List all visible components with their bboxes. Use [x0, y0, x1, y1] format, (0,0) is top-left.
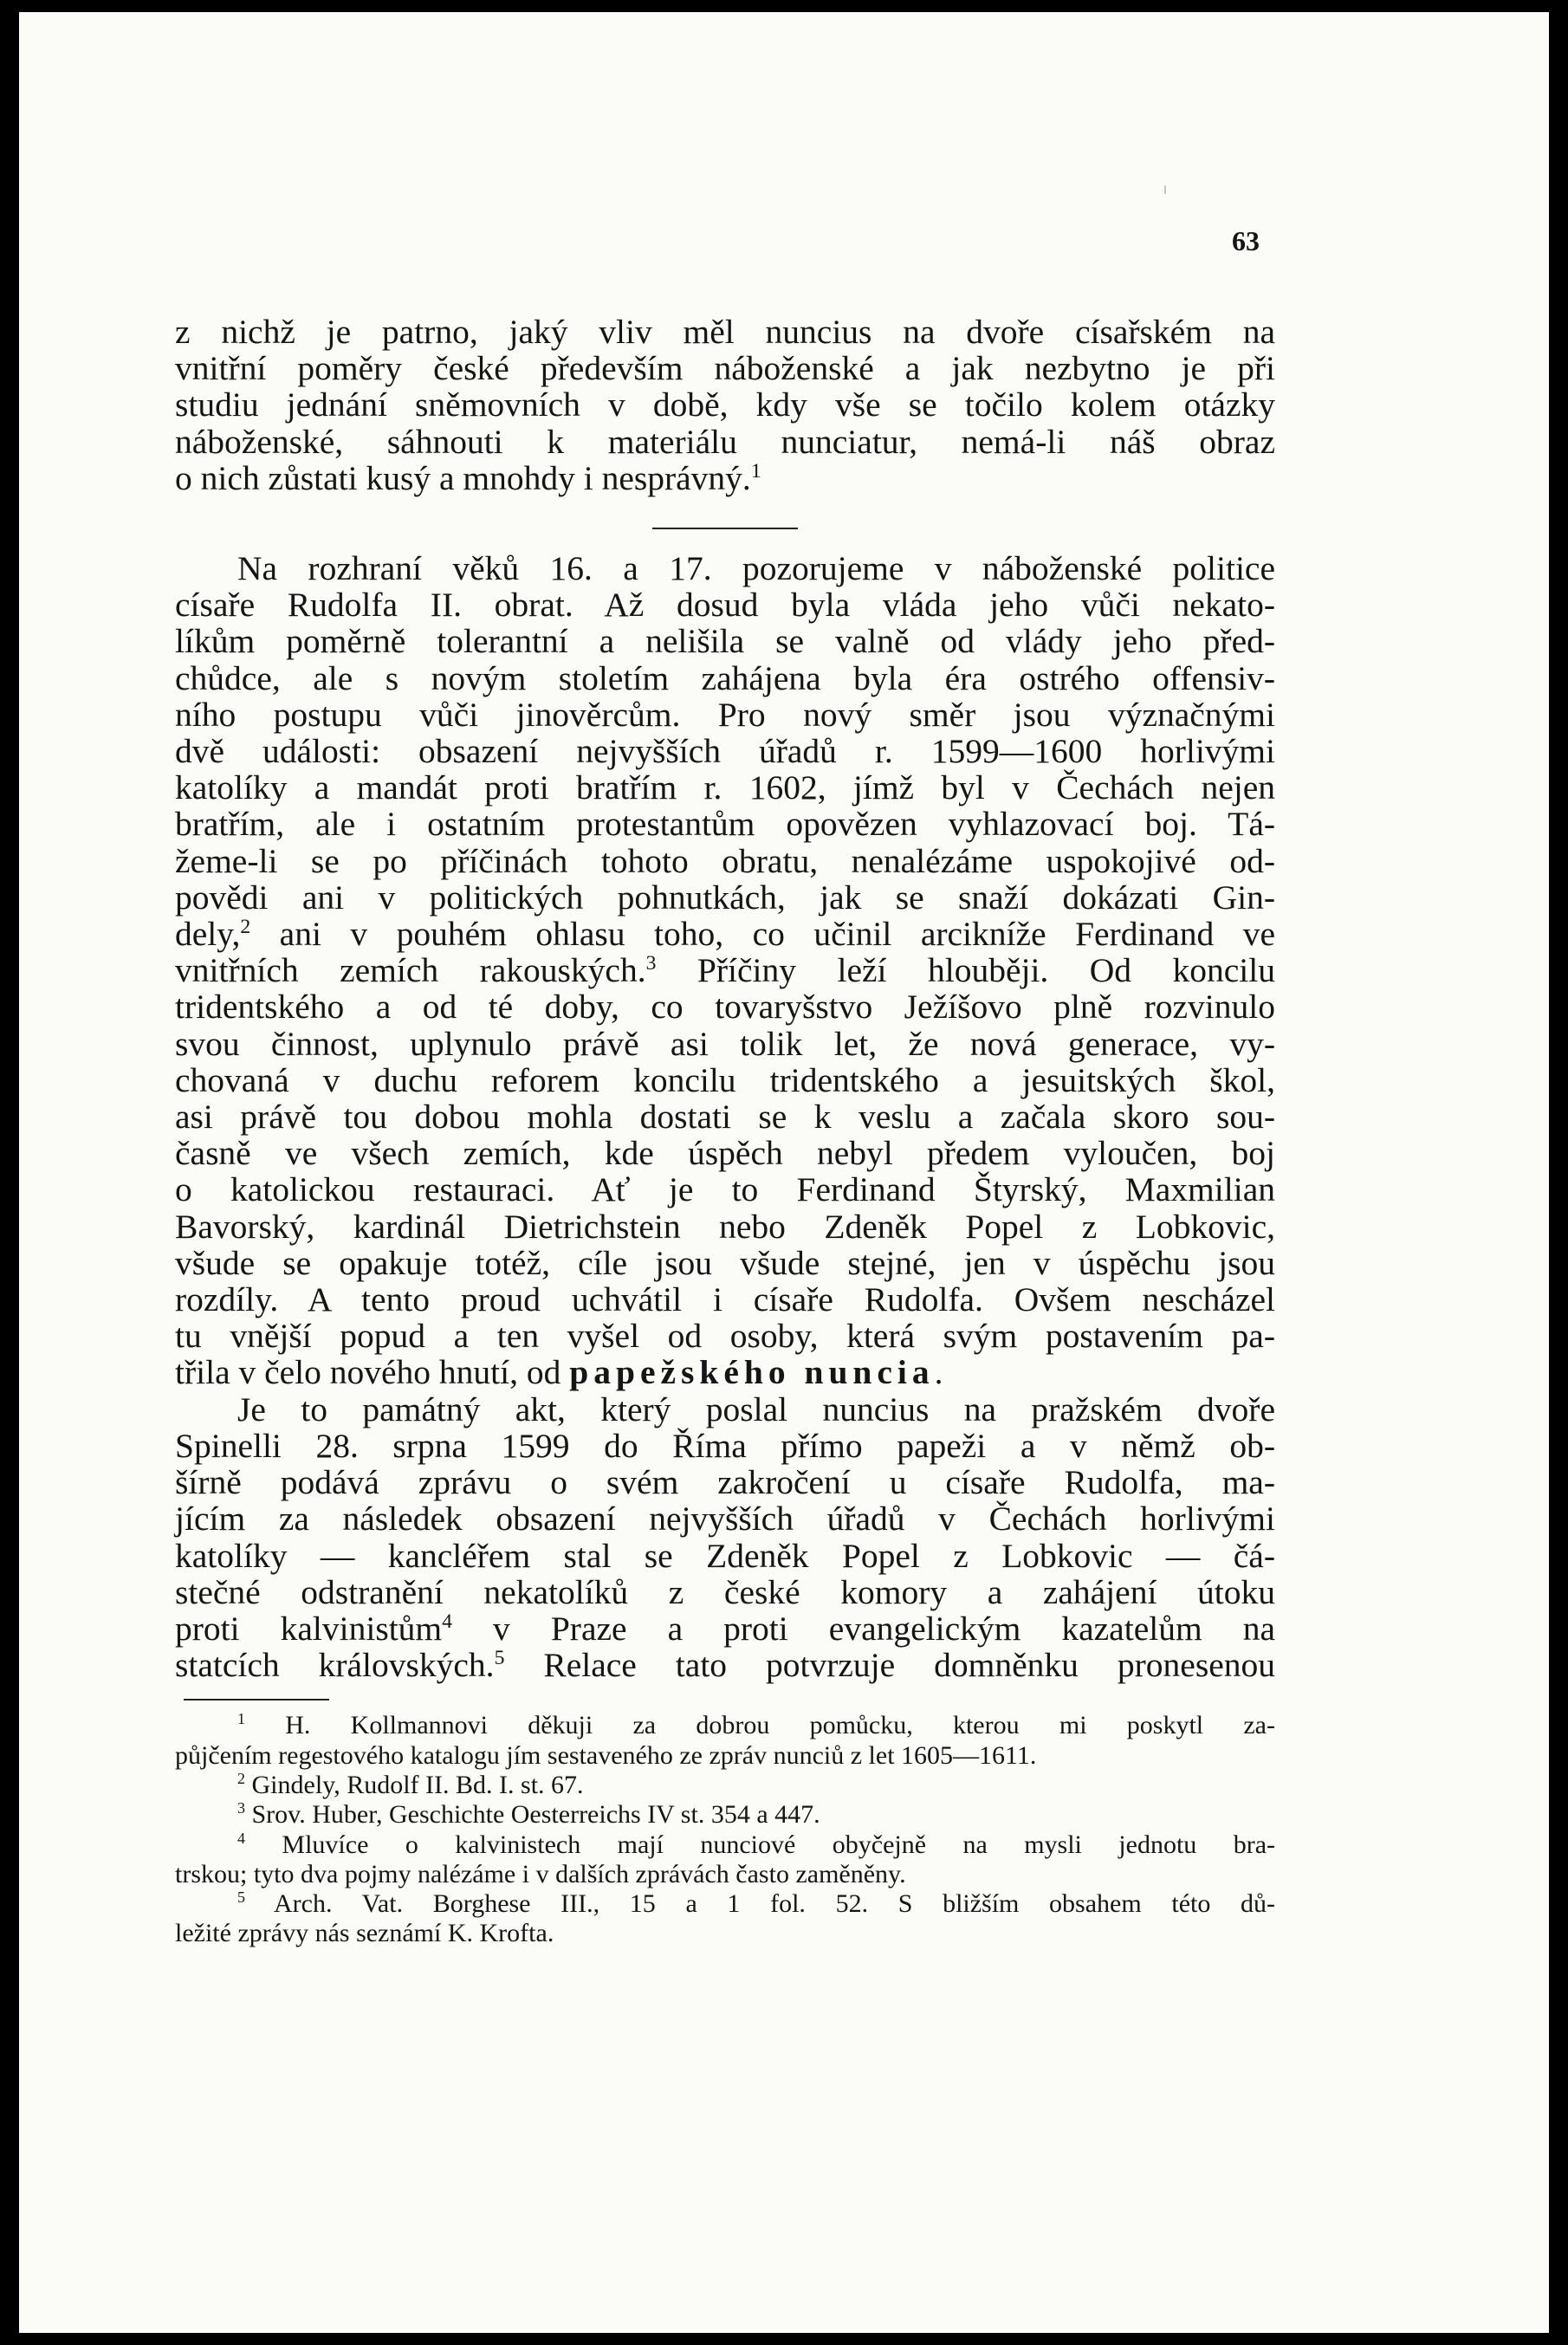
text-line: bratřím, ale i ostatním protestantům opovězen vyhlazovací boj. Tá-: [175, 805, 1275, 844]
text-line: chovaná v duchu reforem koncilu tridentského a jesuitských škol,: [175, 1060, 1275, 1099]
footnote-5-cont: ležité zprávy nás seznámí K. Krofta.: [175, 1919, 554, 1948]
spaced-emphasis: papežského nuncia: [569, 1353, 935, 1392]
footnote-mark: 1: [237, 1710, 245, 1728]
text-span: dely,: [175, 915, 241, 954]
text-line: žeme-li se po příčinách tohoto obratu, nenalézáme uspokojivé od-: [175, 841, 1275, 880]
footnote-mark: 5: [237, 1888, 245, 1907]
text-line: svou činnost, uplynulo právě asi tolik let, že nová generace, vy-: [175, 1024, 1275, 1063]
text-span: .: [934, 1353, 943, 1392]
text-line: šírně podává zprávu o svém zakročení u císaře Rudolfa, ma-: [175, 1463, 1275, 1502]
footnote-text: H. Kollmannovi děkuji za dobrou pomůcku, kterou mi poskytl za-: [245, 1711, 1275, 1740]
text-line: jícím za následek obsazení nejvyšších úřadů v Čechách horlivými: [175, 1500, 1275, 1539]
footnote-divider: [184, 1699, 329, 1700]
footnote-1: [175, 1711, 1275, 1740]
footnote-3: [175, 1800, 1275, 1830]
text-line: [175, 1354, 1275, 1390]
text-span: proti kalvinistům: [175, 1609, 443, 1648]
text-line: Spinelli 28. srpna 1599 do Říma přímo papeži a v němž ob-: [175, 1426, 1275, 1465]
text-span: statcích královských.: [175, 1646, 495, 1685]
text-line: všude se opakuje totéž, cíle jsou všude stejné, jen v úspěchu jsou: [175, 1243, 1275, 1282]
scan-mark: [1164, 185, 1166, 194]
footnote-2: [175, 1771, 1275, 1800]
text-line: [175, 1647, 1275, 1683]
footnote-ref: 1: [750, 459, 761, 483]
footnote-text: Gindely, Rudolf II. Bd. I. st. 67.: [245, 1770, 584, 1799]
paragraph-2: [175, 550, 1275, 1391]
footnote-ref: 2: [240, 915, 251, 938]
text-span: o nich zůstati kusý a mnohdy i nesprávný.: [175, 458, 751, 497]
footnote-1-cont: půjčením regestového katalogu jím sestaveného ze zpráv nunciů z let 1605—1611.: [175, 1740, 1037, 1770]
text-line: z nichž je patrno, jaký vliv měl nuncius na dvoře císařském na: [175, 313, 1275, 351]
text-line: císaře Rudolfa II. obrat. Až dosud byla vláda jeho vůči nekato-: [175, 586, 1275, 625]
text-span: Relace tato potvrzuje domněnku pronesenou: [504, 1646, 1275, 1685]
footnote-mark: 4: [237, 1829, 245, 1847]
text-line: časně ve všech zemích, kde úspěch nebyl předem vyloučen, boj: [175, 1134, 1275, 1173]
text-line: líkům poměrně tolerantní a nelišila se valně od vlády jeho před-: [175, 622, 1275, 661]
book-page: [19, 12, 1549, 2333]
text-line: povědi ani v politických pohnutkách, jak se snaží dokázati Gin-: [175, 878, 1275, 917]
text-line: náboženské, sáhnouti k materiálu nunciatur, nemá-li náš obraz: [175, 422, 1275, 461]
text-line: [175, 460, 1275, 496]
text-line: [175, 916, 1275, 952]
text-line: tridentského a od té doby, co tovaryšstvo Ježíšovo plně rozvinulo: [175, 988, 1275, 1027]
footnote-text: Srov. Huber, Geschichte Oesterreichs IV st. 354 a 447.: [245, 1800, 820, 1830]
footnote-mark: 2: [237, 1769, 245, 1787]
text-line: katolíky — kancléřem stal se Zdeněk Popel z Lobkovic — čá-: [175, 1536, 1275, 1575]
text-line: Je to památný akt, který poslal nuncius na pražském dvoře: [237, 1390, 1275, 1428]
text-line: vnitřní poměry české především náboženské a jak nezbytno je při: [175, 349, 1275, 388]
text-line: studiu jednání sněmovních v době, kdy vše se točilo kolem otázky: [175, 385, 1275, 424]
text-line: katolíky a mandát proti bratřím r. 1602, jímž byl v Čechách nejen: [175, 768, 1275, 807]
text-line: Na rozhraní věků 16. a 17. pozorujeme v náboženské politice: [237, 549, 1275, 588]
paragraph-1: [175, 314, 1275, 496]
text-span: třila v čelo nového hnutí, od: [175, 1353, 570, 1392]
footnote-5: [175, 1889, 1275, 1919]
page-number: 63: [1232, 225, 1260, 256]
text-span: ani v pouhém ohlasu toho, co učinil arcikníže Ferdinand ve: [250, 915, 1275, 954]
text-line: [175, 1610, 1275, 1647]
footnote-4: [175, 1830, 1275, 1860]
footnote-text: Mluvíce o kalvinistech mají nunciové obyčejně na mysli jednotu bra-: [245, 1830, 1275, 1859]
text-line: dvě události: obsazení nejvyšších úřadů r. 1599—1600 horlivými: [175, 732, 1275, 771]
footnote-mark: 3: [237, 1799, 245, 1817]
text-line: chůdce, ale s novým stoletím zahájena byla éra ostrého offensiv-: [175, 658, 1275, 697]
footnote-ref: 3: [645, 952, 657, 975]
text-span: v Praze a proti evangelickým kazatelům na: [452, 1609, 1275, 1648]
main-text: [175, 314, 1275, 1949]
footnote-ref: 4: [442, 1610, 453, 1633]
text-line: ního postupu vůči jinověrcům. Pro nový směr jsou význačnými: [175, 695, 1275, 734]
paragraph-3: [175, 1391, 1275, 1684]
text-line: tu vnější popud a ten vyšel od osoby, která svým postavením pa-: [175, 1317, 1275, 1356]
text-span: vnitřních zemích rakouských.: [175, 951, 646, 990]
text-line: stečné odstranění nekatolíků z české komory a zahájení útoku: [175, 1572, 1275, 1611]
text-line: rozdíly. A tento proud uchvátil i císaře Rudolfa. Ovšem nescházel: [175, 1280, 1275, 1319]
text-line: asi právě tou dobou mohla dostati se k veslu a začala skoro sou-: [175, 1098, 1275, 1137]
text-line: [175, 952, 1275, 988]
section-divider: [652, 528, 798, 529]
text-line: Bavorský, kardinál Dietrichstein nebo Zdeněk Popel z Lobkovic,: [175, 1207, 1275, 1246]
text-line: o katolickou restauraci. Ať je to Ferdinand Štyrský, Maxmilian: [175, 1170, 1275, 1209]
footnote-4-cont: trskou; tyto dva pojmy nalézáme i v dalších zprávách často zaměněny.: [175, 1859, 906, 1888]
footnote-text: Arch. Vat. Borghese III., 15 a 1 fol. 52. S bližším obsahem této dů-: [245, 1889, 1275, 1919]
footnote-ref: 5: [494, 1646, 505, 1669]
text-span: Příčiny leží hlouběji. Od koncilu: [656, 951, 1276, 990]
footnotes: [175, 1711, 1275, 1948]
